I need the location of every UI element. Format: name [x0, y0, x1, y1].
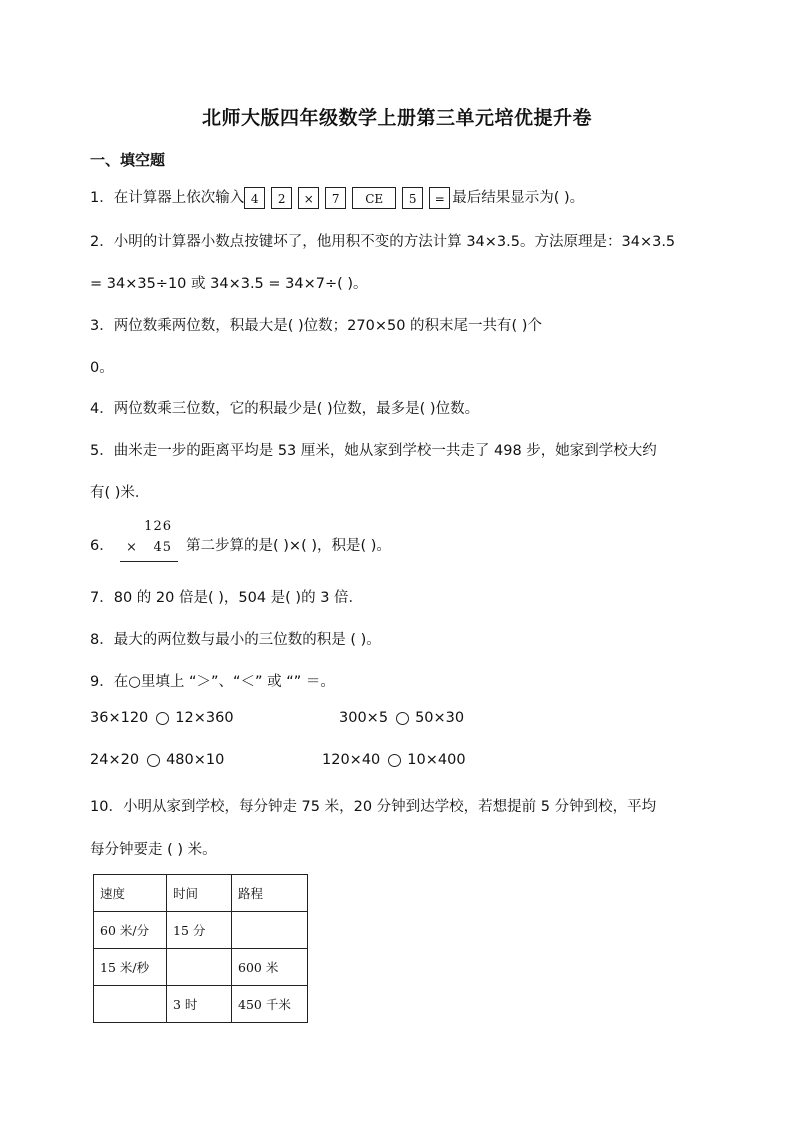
compare-row — [90, 752, 224, 768]
question-7: 7．80 的 20 倍是( )，504 是( )的 3 倍． — [90, 590, 364, 606]
compare-row — [90, 710, 234, 726]
question-10-line-1: 10．小明从家到学校，每分钟走 75 米，20 分钟到达学校，若想提前 5 分钟到校，平均 — [90, 799, 657, 815]
compare-circle — [156, 712, 169, 725]
calculation-rule-line — [120, 561, 178, 562]
question-5-line-1: 5．曲米走一步的距离平均是 53 厘米，她从家到学校一共走了 498 步，她家到学校大约 — [90, 443, 657, 459]
table-cell — [232, 912, 308, 949]
multiplier: 45 — [153, 540, 172, 555]
calculator-key: 7 — [325, 187, 346, 209]
calculator-key: = — [429, 187, 450, 209]
question-5-line-2: 有( )米． — [90, 485, 150, 501]
compare-left: 300×5 — [339, 710, 389, 726]
section-heading: 一、填空题 — [90, 151, 166, 169]
compare-circle — [388, 754, 401, 767]
table-cell: 3 时 — [167, 986, 232, 1023]
compare-circle — [396, 712, 409, 725]
table-cell — [94, 986, 167, 1023]
speed-time-distance-table — [93, 874, 308, 1023]
compare-left: 36×120 — [90, 710, 149, 726]
table-cell — [167, 949, 232, 986]
page-title: 北师大版四年级数学上册第三单元培优提升卷 — [201, 107, 592, 129]
calculator-key: × — [298, 187, 319, 209]
multiply-sign: × — [126, 540, 137, 555]
table-cell: 15 分 — [167, 912, 232, 949]
table-cell: 600 米 — [232, 949, 308, 986]
question-2-line-1: 2．小明的计算器小数点按键坏了，他用积不变的方法计算 34×3.5。方法原理是：34×3.5 — [90, 234, 676, 250]
compare-right: 12×360 — [175, 710, 234, 726]
compare-right: 480×10 — [166, 752, 225, 768]
compare-circle — [147, 754, 160, 767]
question-1-prefix: 1．在计算器上依次输入 — [90, 190, 245, 206]
table-header-cell: 路程 — [232, 875, 308, 912]
question-3-line-1: 3．两位数乘两位数，积最大是( )位数；270×50 的积末尾一共有( )个 — [90, 318, 542, 334]
question-8: 8．最大的两位数与最小的三位数的积是 ( )。 — [90, 632, 381, 648]
question-6-number: 6． — [90, 538, 114, 554]
question-10-line-2: 每分钟要走 ( ) 米。 — [90, 842, 217, 858]
multiplicand: 126 — [144, 519, 172, 534]
question-6-text: 第二步算的是( )×( )，积是( )。 — [186, 538, 391, 554]
question-1 — [90, 186, 584, 209]
table-header-cell: 时间 — [167, 875, 232, 912]
compare-left: 24×20 — [90, 752, 140, 768]
question-2-line-2: = 34×35÷10 或 34×3.5 = 34×7÷( )。 — [90, 276, 368, 292]
table-row — [94, 949, 308, 986]
compare-left: 120×40 — [322, 752, 381, 768]
table-row — [94, 912, 308, 949]
question-1-suffix: 最后结果显示为( )。 — [452, 190, 585, 206]
table-cell: 450 千米 — [232, 986, 308, 1023]
question-3-line-2: 0。 — [90, 360, 114, 376]
compare-row — [322, 752, 466, 768]
table-header-cell: 速度 — [94, 875, 167, 912]
question-4: 4．两位数乘三位数，它的积最少是( )位数，最多是( )位数。 — [90, 401, 480, 417]
calculator-key: 2 — [271, 187, 292, 209]
calculator-key: CE — [352, 187, 396, 209]
table-header-row — [94, 875, 308, 912]
table-row — [94, 986, 308, 1023]
question-9: 9．在○里填上 “＞”、“＜” 或 “” ＝。 — [90, 674, 335, 690]
compare-right: 50×30 — [415, 710, 465, 726]
calculator-key: 4 — [244, 187, 265, 209]
vertical-multiplication — [120, 519, 178, 563]
compare-right: 10×400 — [407, 752, 466, 768]
table-cell: 60 米/分 — [94, 912, 167, 949]
compare-row — [339, 710, 464, 726]
table-cell: 15 米/秒 — [94, 949, 167, 986]
calculator-key: 5 — [402, 187, 423, 209]
